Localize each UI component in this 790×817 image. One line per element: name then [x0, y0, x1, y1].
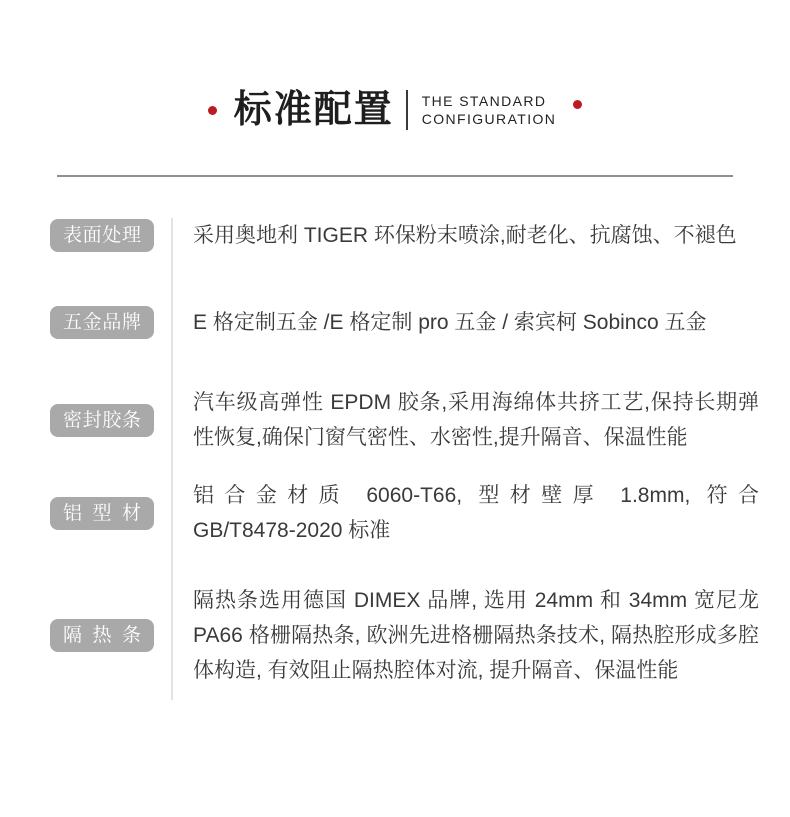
spec-label-badge: 铝型材 — [50, 497, 154, 530]
spec-row-hardware-brand — [0, 305, 790, 340]
spec-row-insulation-strip — [0, 583, 790, 688]
spec-label-badge: 表面处理 — [50, 219, 154, 252]
title-en-line1: THE STANDARD — [421, 93, 547, 109]
spec-content-hardware-brand: E 格定制五金 /E 格定制 pro 五金 / 索宾柯 Sobinco 五金 — [193, 311, 707, 334]
section-title-cn: 标准配置 — [233, 89, 394, 131]
section-title-en — [422, 92, 557, 128]
header-divider-bar — [406, 90, 408, 130]
accent-dot-right — [573, 100, 582, 109]
spec-row-sealing-strip — [0, 385, 790, 455]
spec-content-sealing-strip: 汽车级高弹性 EPDM 胶条,采用海绵体共挤工艺,保持长期弹性恢复,确保门窗气密性、水密性,提升隔音、保温性能 — [193, 391, 759, 449]
title-en-line2: CONFIGURATION — [421, 111, 557, 127]
accent-dot-left — [208, 106, 217, 115]
spec-content-surface-treatment: 采用奥地利 TIGER 环保粉末喷涂,耐老化、抗腐蚀、不褪色 — [193, 224, 737, 247]
section-rule — [57, 175, 733, 177]
spec-label-badge: 隔热条 — [50, 619, 154, 652]
spec-table — [0, 218, 790, 688]
spec-content-aluminum-profile: 铝合金材质 6060-T66, 型材壁厚 1.8mm, 符合 GB/T8478-2020 标准 — [193, 484, 759, 542]
spec-row-aluminum-profile — [0, 478, 790, 548]
spec-label-badge: 五金品牌 — [50, 306, 154, 339]
spec-label-badge: 密封胶条 — [50, 404, 154, 437]
table-column-divider — [171, 218, 173, 700]
section-header — [0, 0, 790, 132]
spec-content-insulation-strip: 隔热条选用德国 DIMEX 品牌, 选用 24mm 和 34mm 宽尼龙 PA66 格栅隔热条, 欧洲先进格栅隔热条技术, 隔热腔形成多腔体构造, 有效阻止隔热腔体对流, 提升隔音、保温性能 — [193, 589, 759, 682]
spec-row-surface-treatment — [0, 218, 790, 253]
